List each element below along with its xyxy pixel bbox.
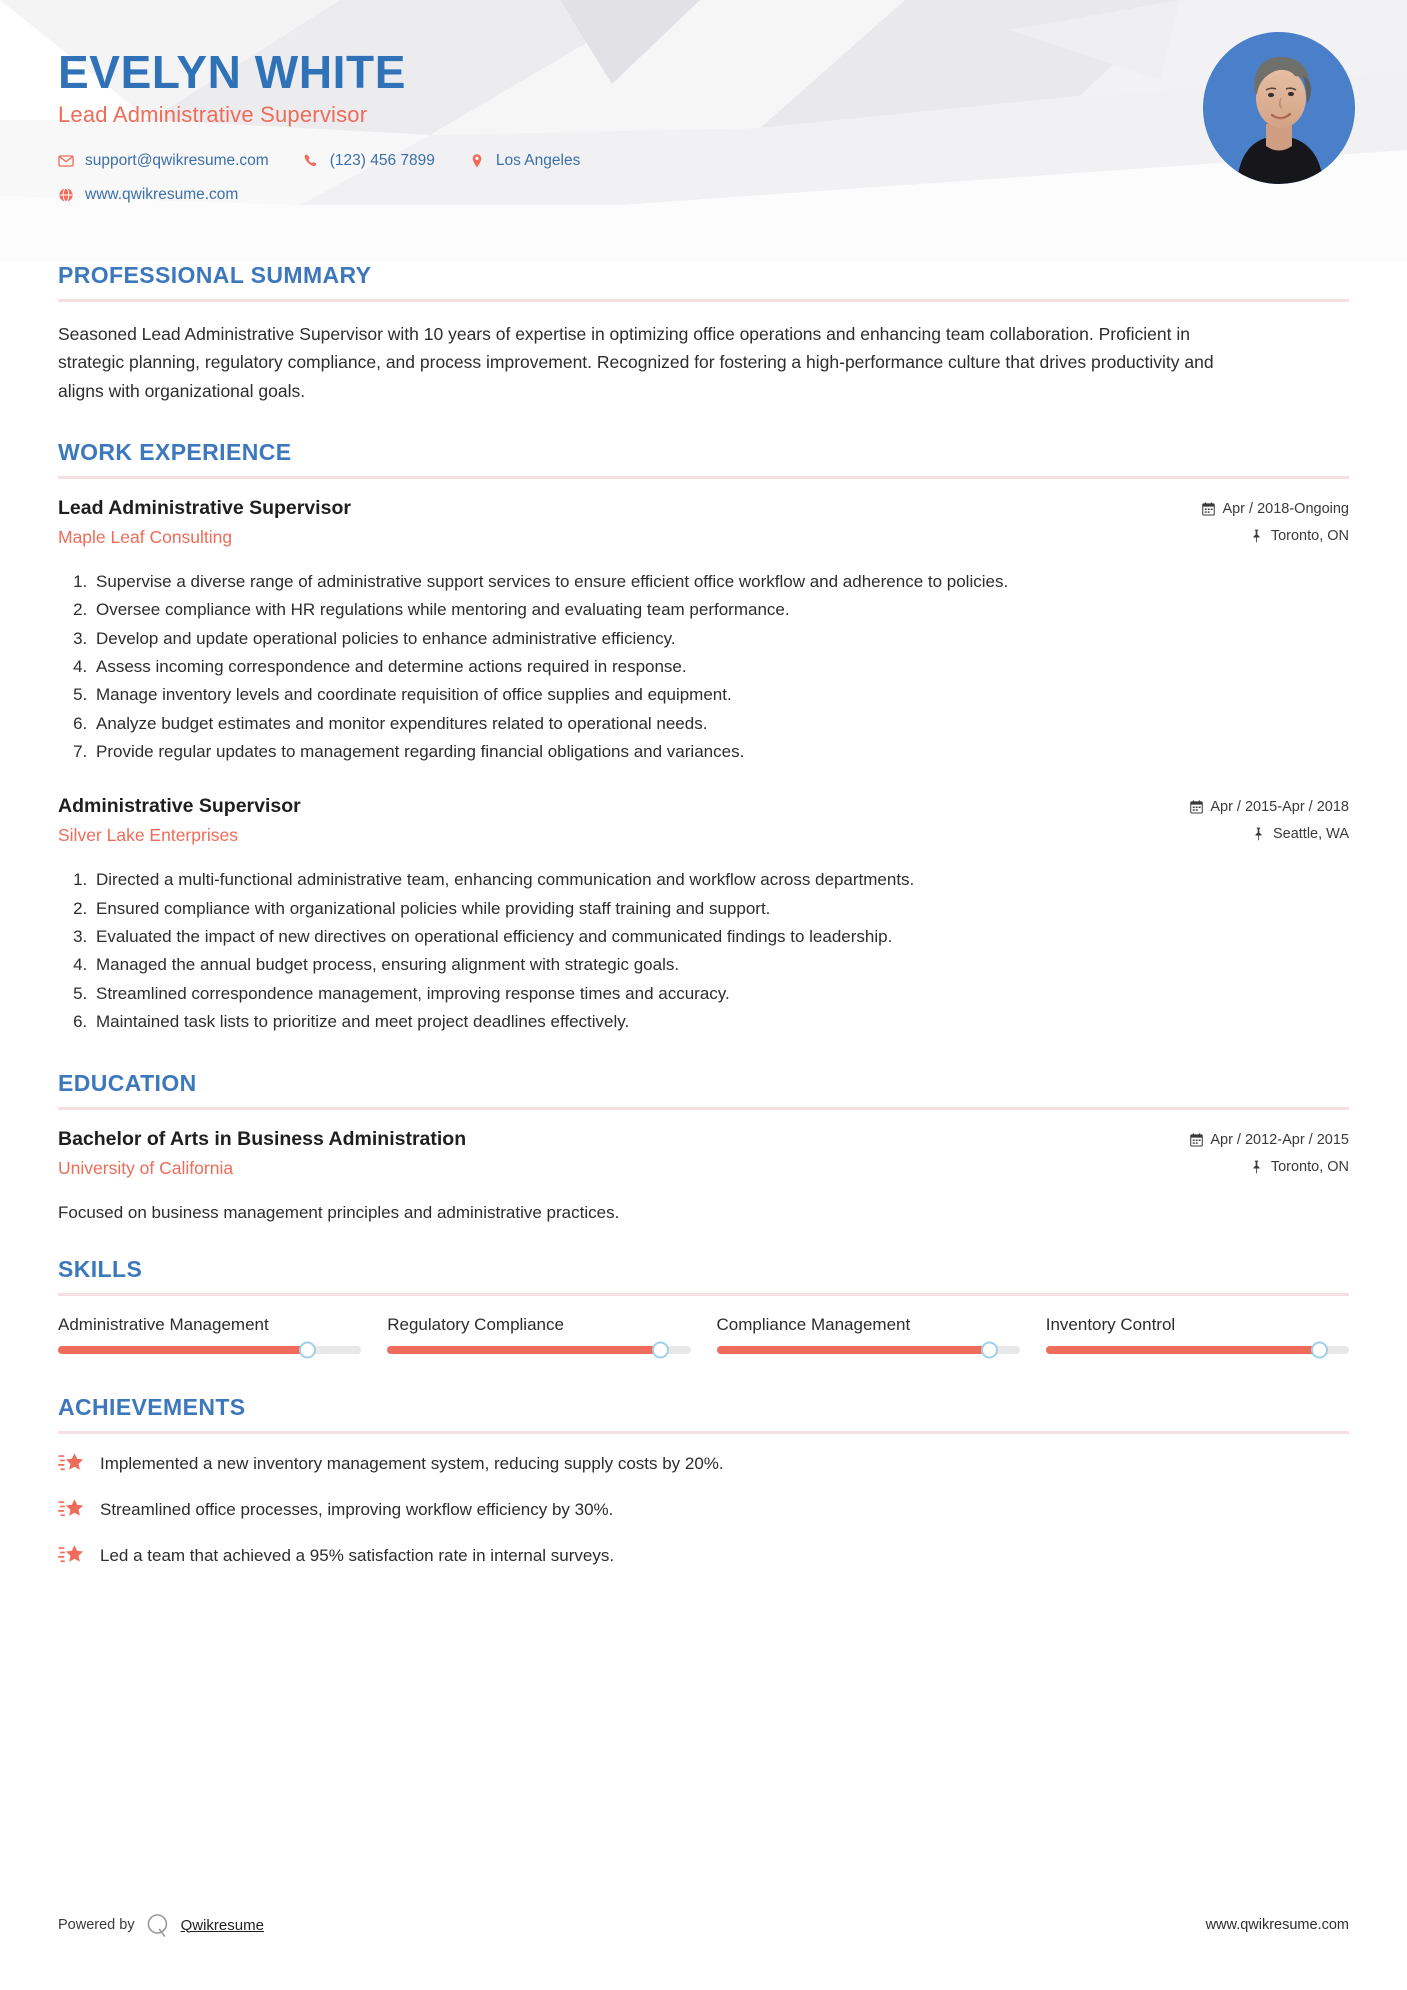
map-pin-icon bbox=[1251, 1160, 1264, 1174]
skill-label: Inventory Control bbox=[1045, 1314, 1176, 1334]
page-footer bbox=[58, 1912, 1349, 1938]
list-item: 5. Manage inventory levels and coordinate requisition of office supplies and equipment. bbox=[92, 682, 1349, 708]
phone-icon bbox=[303, 153, 319, 169]
skill-slider[interactable] bbox=[1046, 1346, 1349, 1354]
section-title-achievements: ACHIEVEMENTS bbox=[58, 1393, 246, 1420]
map-pin-icon bbox=[1251, 529, 1264, 543]
skill-item bbox=[58, 1314, 361, 1360]
experience-role: Administrative Supervisor bbox=[58, 795, 301, 818]
section-divider bbox=[58, 476, 1349, 479]
experience-organization: Maple Leaf Consulting bbox=[58, 527, 233, 548]
list-item: 5. Streamlined correspondence management, improving response times and accuracy. bbox=[92, 981, 1349, 1007]
calendar-icon bbox=[1190, 1133, 1203, 1147]
section-divider bbox=[58, 1293, 1349, 1296]
contact-website[interactable] bbox=[58, 186, 238, 204]
skill-slider[interactable] bbox=[717, 1346, 1020, 1354]
footer-brand-link[interactable]: Qwikresume bbox=[180, 1916, 264, 1934]
list-item: 2. Ensured compliance with organizational policies while providing staff training and support. bbox=[92, 896, 1349, 922]
education-institution: University of California bbox=[58, 1157, 234, 1178]
list-item: 7. Provide regular updates to management regarding financial obligations and variances. bbox=[92, 739, 1349, 765]
list-item bbox=[58, 1544, 1349, 1568]
resume-header bbox=[0, 0, 1407, 262]
experience-entry bbox=[58, 795, 1349, 1035]
skill-label: Compliance Management bbox=[716, 1314, 911, 1334]
section-skills bbox=[58, 1256, 1349, 1360]
skill-item bbox=[1046, 1314, 1349, 1360]
page-title: EVELYN WHITE bbox=[58, 46, 406, 98]
email-icon bbox=[58, 153, 74, 169]
education-dates-text: Apr / 2012-Apr / 2015 bbox=[1210, 1131, 1349, 1148]
section-work-experience bbox=[58, 439, 1349, 1035]
achievement-text: Led a team that achieved a 95% satisfaction rate in internal surveys. bbox=[100, 1545, 615, 1565]
footer-branding bbox=[58, 1912, 264, 1938]
list-item: 6. Analyze budget estimates and monitor expenditures related to operational needs. bbox=[92, 711, 1349, 737]
skill-slider-fill bbox=[717, 1346, 990, 1354]
contact-phone-text: (123) 456 7899 bbox=[329, 152, 435, 170]
section-divider bbox=[58, 1107, 1349, 1110]
education-entry bbox=[58, 1128, 1349, 1226]
globe-icon bbox=[58, 187, 74, 203]
skill-slider-fill bbox=[1046, 1346, 1319, 1354]
skills-grid bbox=[58, 1314, 1349, 1360]
skill-slider-knob[interactable] bbox=[299, 1341, 316, 1358]
skill-slider[interactable] bbox=[387, 1346, 690, 1354]
skill-slider[interactable] bbox=[58, 1346, 361, 1354]
list-item: 1. Supervise a diverse range of administrative support services to ensure efficient office workflow and adherence to policies. bbox=[92, 569, 1349, 595]
contact-website-text: www.qwikresume.com bbox=[85, 186, 239, 204]
education-location-text: Toronto, ON bbox=[1270, 1158, 1349, 1175]
skill-slider-knob[interactable] bbox=[652, 1341, 669, 1358]
contact-email-text: support@qwikresume.com bbox=[85, 152, 269, 170]
list-item: 1. Directed a multi-functional administrative team, enhancing communication and workflow across departments. bbox=[92, 867, 1349, 893]
star-icon bbox=[58, 1498, 84, 1522]
experience-location bbox=[1202, 528, 1349, 544]
map-pin-icon bbox=[1253, 827, 1266, 841]
star-icon bbox=[58, 1544, 84, 1568]
experience-location-text: Seattle, WA bbox=[1272, 826, 1349, 843]
section-title-experience: WORK EXPERIENCE bbox=[58, 439, 292, 466]
education-note: Focused on business management principles and administrative practices. bbox=[58, 1202, 620, 1222]
skill-item bbox=[387, 1314, 690, 1360]
skill-slider-knob[interactable] bbox=[1311, 1341, 1328, 1358]
achievement-text: Streamlined office processes, improving workflow efficiency by 30%. bbox=[100, 1499, 614, 1519]
footer-website[interactable]: www.qwikresume.com bbox=[1205, 1917, 1349, 1933]
section-divider bbox=[58, 1431, 1349, 1434]
contact-row-primary bbox=[58, 152, 1349, 170]
experience-bullet-list bbox=[58, 867, 1349, 1035]
experience-dates bbox=[1190, 799, 1349, 815]
experience-dates bbox=[1202, 501, 1349, 517]
experience-dates-text: Apr / 2015-Apr / 2018 bbox=[1210, 799, 1349, 816]
skill-label: Regulatory Compliance bbox=[387, 1314, 564, 1334]
experience-location-text: Toronto, ON bbox=[1270, 528, 1349, 545]
section-divider bbox=[58, 299, 1349, 302]
education-dates bbox=[1190, 1132, 1349, 1148]
list-item bbox=[58, 1452, 1349, 1476]
education-degree: Bachelor of Arts in Business Administration bbox=[58, 1127, 467, 1150]
experience-role: Lead Administrative Supervisor bbox=[58, 497, 351, 520]
experience-bullet-list bbox=[58, 569, 1349, 765]
skill-item bbox=[717, 1314, 1020, 1360]
achievements-list bbox=[58, 1452, 1349, 1568]
section-title-skills: SKILLS bbox=[58, 1255, 143, 1282]
contact-email[interactable] bbox=[58, 152, 269, 170]
profile-photo bbox=[1203, 32, 1355, 184]
contact-row-secondary bbox=[58, 186, 1349, 204]
experience-entry bbox=[58, 497, 1349, 765]
calendar-icon bbox=[1190, 800, 1203, 814]
achievement-text: Implemented a new inventory management system, reducing supply costs by 20%. bbox=[100, 1453, 724, 1473]
section-achievements bbox=[58, 1394, 1349, 1568]
list-item: 3. Evaluated the impact of new directives on operational efficiency and communicated findings to leadership. bbox=[92, 924, 1349, 950]
footer-powered-by-label: Powered by bbox=[58, 1917, 135, 1933]
list-item bbox=[58, 1498, 1349, 1522]
section-education bbox=[58, 1070, 1349, 1226]
contact-location-text: Los Angeles bbox=[495, 152, 581, 170]
education-location bbox=[1190, 1159, 1349, 1175]
skill-slider-knob[interactable] bbox=[981, 1341, 998, 1358]
list-item: 2. Oversee compliance with HR regulations while mentoring and evaluating team performance. bbox=[92, 597, 1349, 623]
location-pin-icon bbox=[469, 153, 485, 169]
list-item: 6. Maintained task lists to prioritize and meet project deadlines effectively. bbox=[92, 1009, 1349, 1035]
skill-slider-fill bbox=[387, 1346, 660, 1354]
list-item: 3. Develop and update operational policies to enhance administrative efficiency. bbox=[92, 626, 1349, 652]
experience-dates-text: Apr / 2018-Ongoing bbox=[1222, 501, 1349, 518]
calendar-icon bbox=[1202, 502, 1215, 516]
contact-phone[interactable] bbox=[303, 152, 435, 170]
section-title-education: EDUCATION bbox=[58, 1069, 197, 1096]
skill-slider-fill bbox=[58, 1346, 307, 1354]
section-professional-summary bbox=[58, 262, 1349, 405]
star-icon bbox=[58, 1452, 84, 1476]
qwikresume-logo-icon bbox=[145, 1912, 171, 1938]
list-item: 4. Managed the annual budget process, ensuring alignment with strategic goals. bbox=[92, 952, 1349, 978]
job-title: Lead Administrative Supervisor bbox=[58, 102, 368, 128]
avatar bbox=[1203, 32, 1355, 184]
experience-location bbox=[1190, 826, 1349, 842]
experience-organization: Silver Lake Enterprises bbox=[58, 825, 238, 846]
list-item: 4. Assess incoming correspondence and determine actions required in response. bbox=[92, 654, 1349, 680]
skill-label: Administrative Management bbox=[58, 1314, 269, 1334]
contact-location bbox=[469, 152, 580, 170]
section-title-summary: PROFESSIONAL SUMMARY bbox=[58, 262, 372, 288]
summary-text: Seasoned Lead Administrative Supervisor with 10 years of expertise in optimizing office operations and enhancing team collaboration. Proficient in strategic planning, regulatory compliance, and process improvement. Recognized for fostering a high-performance culture that drives productivity and aligns with organizational goals. bbox=[58, 324, 1214, 401]
